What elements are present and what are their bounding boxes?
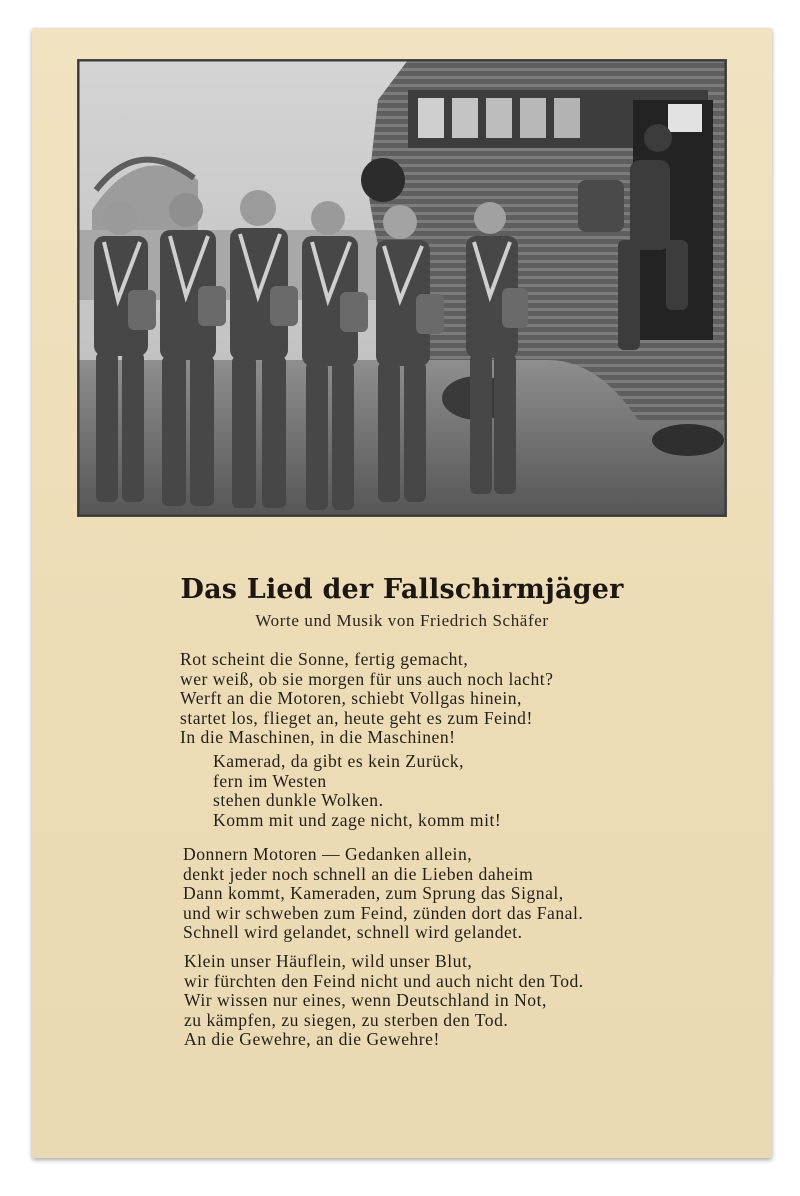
verse-line: Kamerad, da gibt es kein Zurück, <box>213 751 464 771</box>
postcard <box>32 28 772 1158</box>
refrain <box>213 752 501 830</box>
verse-line: wer weiß, ob sie morgen für uns auch noch lacht? <box>180 668 554 689</box>
verse-line: Dann kommt, Kameraden, zum Sprung das Signal, <box>183 883 564 903</box>
verse-line: startet los, flieget an, heute geht es zum Feind! <box>180 707 533 728</box>
verse-line: und wir schweben zum Feind, zünden dort das Fanal. <box>183 902 584 923</box>
verse-line: Donnern Motoren — Gedanken allein, <box>183 844 473 864</box>
verse-line: Werft an die Motoren, schiebt Vollgas hinein, <box>180 688 522 708</box>
song-credits: Worte und Musik von Friedrich Schäfer <box>255 611 549 630</box>
verse-line: Schnell wird gelandet, schnell wird gelandet. <box>183 922 523 942</box>
verse-line: Wir wissen nur eines, wenn Deutschland in Not, <box>184 990 547 1010</box>
verse-3 <box>184 952 584 1050</box>
verse-line: Rot scheint die Sonne, fertig gemacht, <box>180 649 469 669</box>
verse-1 <box>180 650 554 748</box>
verse-line: stehen dunkle Wolken. <box>213 790 384 810</box>
verse-line: Komm mit und zage nicht, komm mit! <box>213 809 502 830</box>
verse-line: fern im Westen <box>213 770 327 791</box>
verse-line: An die Gewehre, an die Gewehre! <box>184 1029 440 1049</box>
song-title: Das Lied der Fallschirmjäger <box>180 574 624 605</box>
verse-line: zu kämpfen, zu siegen, zu sterben den Tod. <box>184 1009 509 1030</box>
photo-illustration <box>78 60 726 516</box>
verse-2 <box>183 845 583 943</box>
paratroopers-boarding-photo <box>78 60 726 516</box>
verse-line: wir fürchten den Feind nicht und auch nicht den Tod. <box>184 970 584 991</box>
verse-line: denkt jeder noch schnell an die Lieben daheim <box>183 863 534 884</box>
verse-line: In die Maschinen, in die Maschinen! <box>180 727 456 747</box>
verse-line: Klein unser Häuflein, wild unser Blut, <box>184 951 473 971</box>
